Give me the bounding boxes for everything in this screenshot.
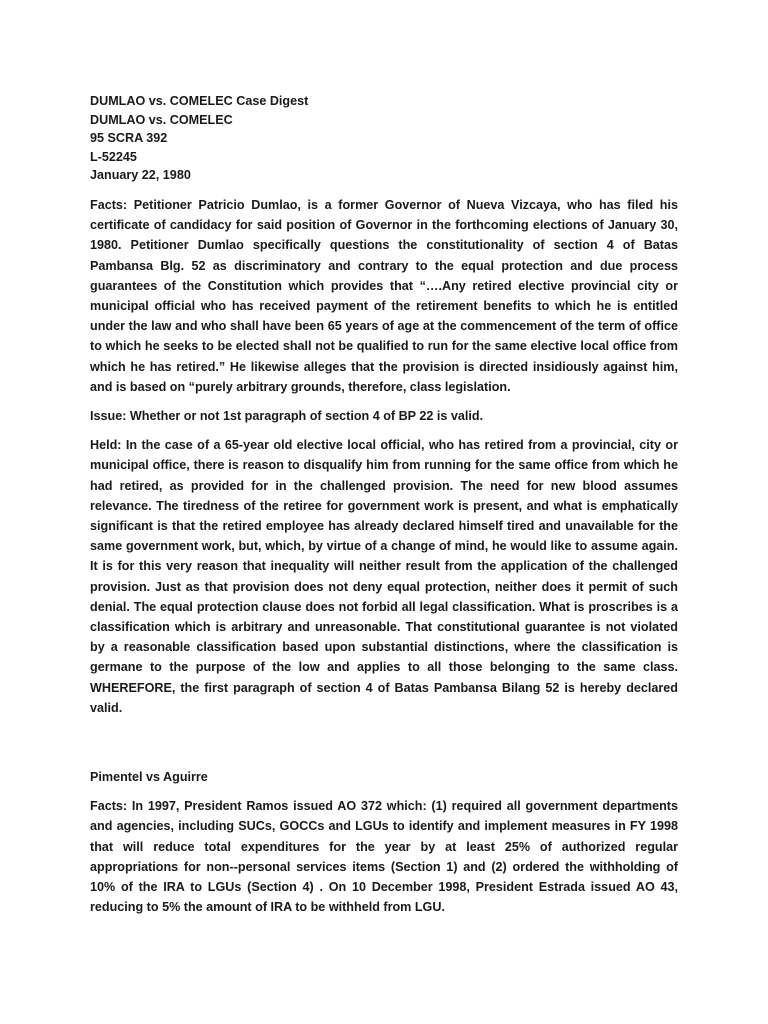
case-facts: Facts: Petitioner Patricio Dumlao, is a former Governor of Nueva Vizcaya, who has filed his certificate of candidacy for said position of Governor in the forthcoming elections of January 30, 1980. Petitioner Dumlao specifically questions the constitutionality of section 4 of Batas Pambansa Blg. 52 as discriminatory and contrary to the equal protection and due process guarantees of the Constitution which provides that “….Any retired elective provincial city or municipal official who has received payment of the retirement benefits to which he is entitled under the law and who shall have been 65 years of age at the commencement of the term of office to which he seeks to be elected shall not be qualified to run for the same elective local office from which he has retired.” He likewise alleges that the provision is directed insidiously against him, and is based on “purely arbitrary grounds, therefore, class legislation. xyxy=(90,197,678,394)
case-held: Held: In the case of a 65-year old elective local official, who has retired from a provincial, city or municipal office, there is reason to disqualify him from running for the same office from which he had retired, as provided for in the challenged provision. The need for new blood assumes relevance. The tiredness of the retiree for government work is present, and what is emphatically significant is that the retired employee has already declared himself tired and unavailable for the same government work, but, which, by virtue of a change of mind, he would like to assume again. It is for this very reason that inequality will neither result from the application of the challenged provision. Just as that provision does not deny equal protection, neither does it permit of such denial. The equal protection clause does not forbid all legal classification. What is proscribes is a classification which is arbitrary and unreasonable. That constitutional guarantee is not violated by a reasonable classification based upon substantial distinctions, where the classification is germane to the purpose of the low and applies to all those belonging to the same class. WHEREFORE, the first paragraph of section 4 of Batas Pambansa Bilang 52 is hereby declared valid. xyxy=(90,438,678,715)
case-parties: DUMLAO vs. COMELEC xyxy=(90,112,233,127)
case-number: L-52245 xyxy=(90,149,137,164)
case-date: January 22, 1980 xyxy=(90,168,191,183)
case-citation: 95 SCRA 392 xyxy=(90,131,168,146)
case-issue: Issue: Whether or not 1st paragraph of section 4 of BP 22 is valid. xyxy=(90,409,484,423)
second-case-facts: Facts: In 1997, President Ramos issued AO 372 which: (1) required all government departments and agencies, including SUCs, GOCCs and LGUs to identify and implement measures in FY 1998 that will reduce total expenditures for the year by at least 25% of authorized regular appropriations for non--personal services items (Section 1) and (2) ordered the withholding of 10% of the IRA to LGUs (Section 4) . On 10 December 1998, President Estrada issued AO 43, reducing to 5% the amount of IRA to be withheld from LGU. xyxy=(90,799,678,915)
second-case-title: Pimentel vs Aguirre xyxy=(90,770,208,785)
case-title: DUMLAO vs. COMELEC Case Digest xyxy=(90,94,309,108)
case-header xyxy=(90,92,678,185)
document-page xyxy=(90,92,678,926)
